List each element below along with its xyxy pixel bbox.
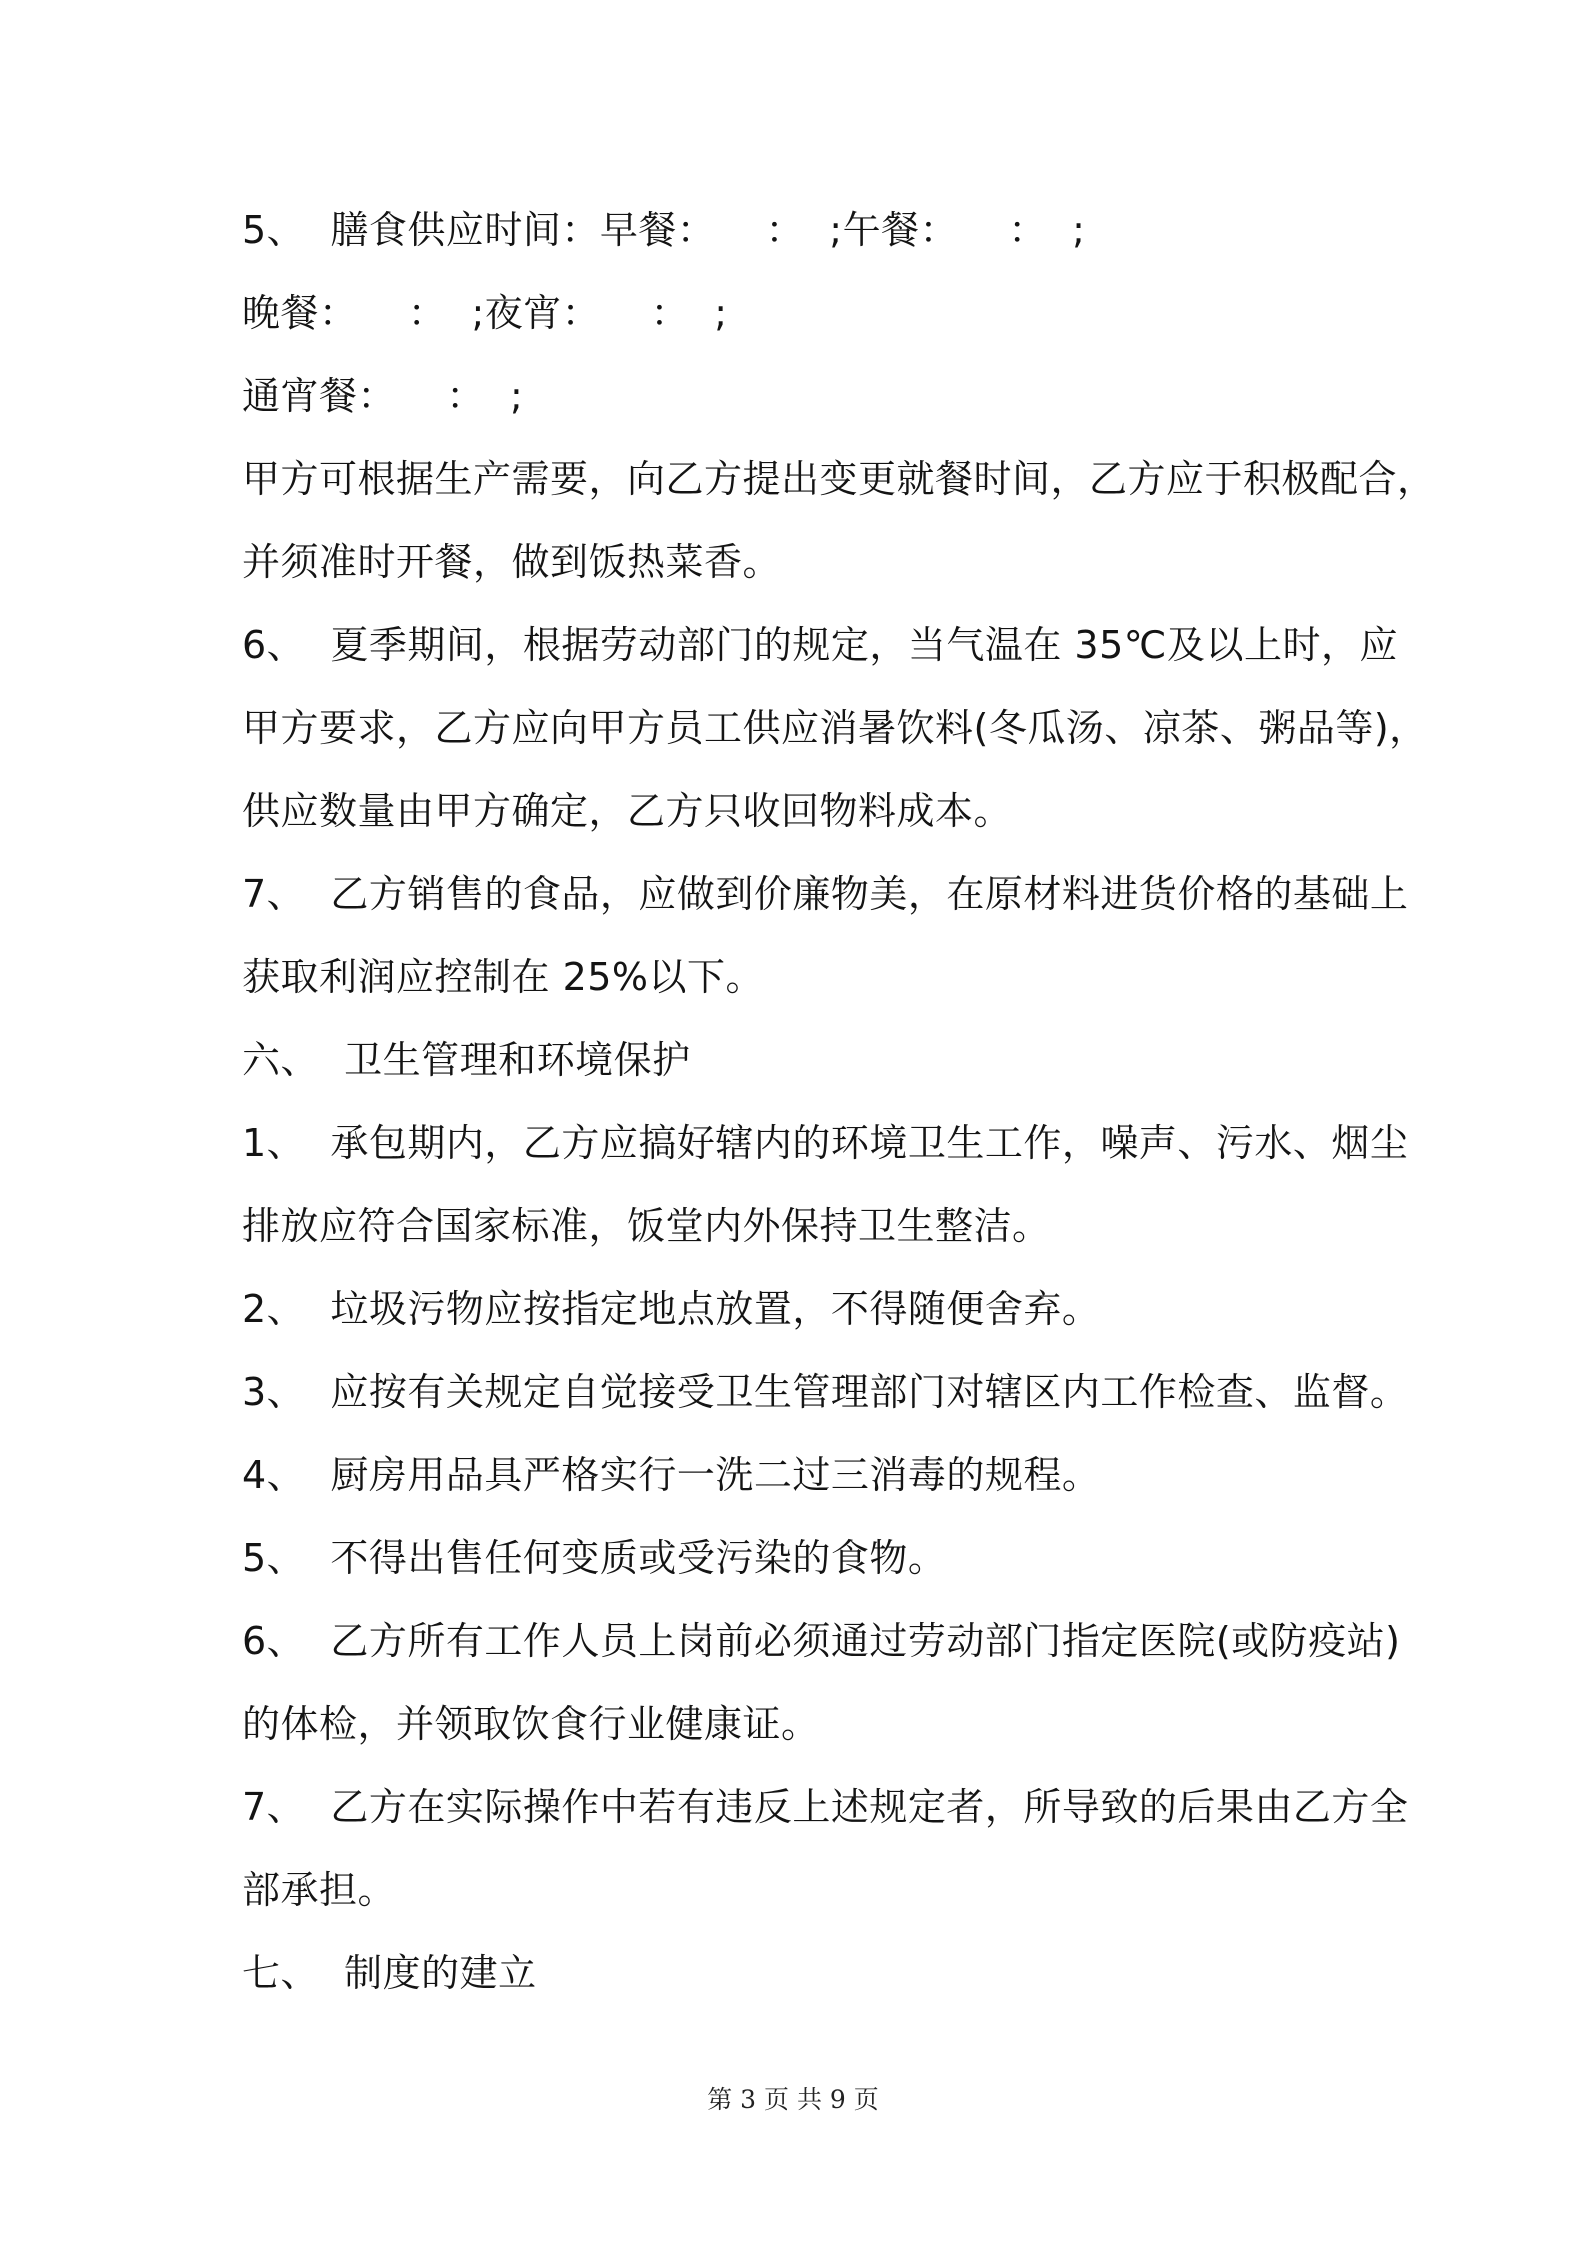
text-line: 6、 夏季期间，根据劳动部门的规定，当气温在 35℃及以上时，应 — [242, 623, 1398, 667]
section-heading: 七、 制度的建立 — [242, 1951, 537, 1995]
text-line: 部承担。 — [242, 1868, 397, 1912]
text-line: 供应数量由甲方确定，乙方只收回物料成本。 — [242, 789, 1013, 833]
text-line: 7、 乙方销售的食品，应做到价廉物美，在原材料进货价格的基础上 — [242, 872, 1409, 916]
text-line: 的体检，并领取饮食行业健康证。 — [242, 1702, 820, 1746]
text-line: 1、 承包期内，乙方应搞好辖内的环境卫生工作，噪声、污水、烟尘 — [242, 1121, 1409, 1165]
text-line: 排放应符合国家标准，饭堂内外保持卫生整洁。 — [242, 1204, 1051, 1248]
section-heading: 六、 卫生管理和环境保护 — [242, 1038, 691, 1082]
text-line: 2、 垃圾污物应按指定地点放置，不得随便舍弃。 — [242, 1287, 1101, 1331]
text-line: 甲方可根据生产需要，向乙方提出变更就餐时间，乙方应于积极配合， — [242, 457, 1436, 501]
text-line: 通宵餐： ： ; — [242, 374, 524, 418]
text-line: 3、 应按有关规定自觉接受卫生管理部门对辖区内工作检查、监督。 — [242, 1370, 1409, 1414]
text-line: 4、 厨房用品具严格实行一洗二过三消毒的规程。 — [242, 1453, 1101, 1497]
page-number: 第 3 页 共 9 页 — [707, 2085, 879, 2114]
text-line: 甲方要求，乙方应向甲方员工供应消暑饮料(冬瓜汤、凉茶、粥品等)， — [242, 706, 1428, 750]
text-line: 5、 膳食供应时间：早餐： ： ;午餐： ： ; — [242, 208, 1086, 252]
text-line: 6、 乙方所有工作人员上岗前必须通过劳动部门指定医院(或防疫站) — [242, 1619, 1401, 1663]
text-line: 获取利润应控制在 25%以下。 — [242, 955, 765, 999]
text-line: 晚餐： ： ;夜宵： ： ; — [242, 291, 728, 335]
text-line: 并须准时开餐，做到饭热菜香。 — [242, 540, 782, 584]
text-line: 7、 乙方在实际操作中若有违反上述规定者，所导致的后果由乙方全 — [242, 1785, 1409, 1829]
text-line: 5、 不得出售任何变质或受污染的食物。 — [242, 1536, 947, 1580]
